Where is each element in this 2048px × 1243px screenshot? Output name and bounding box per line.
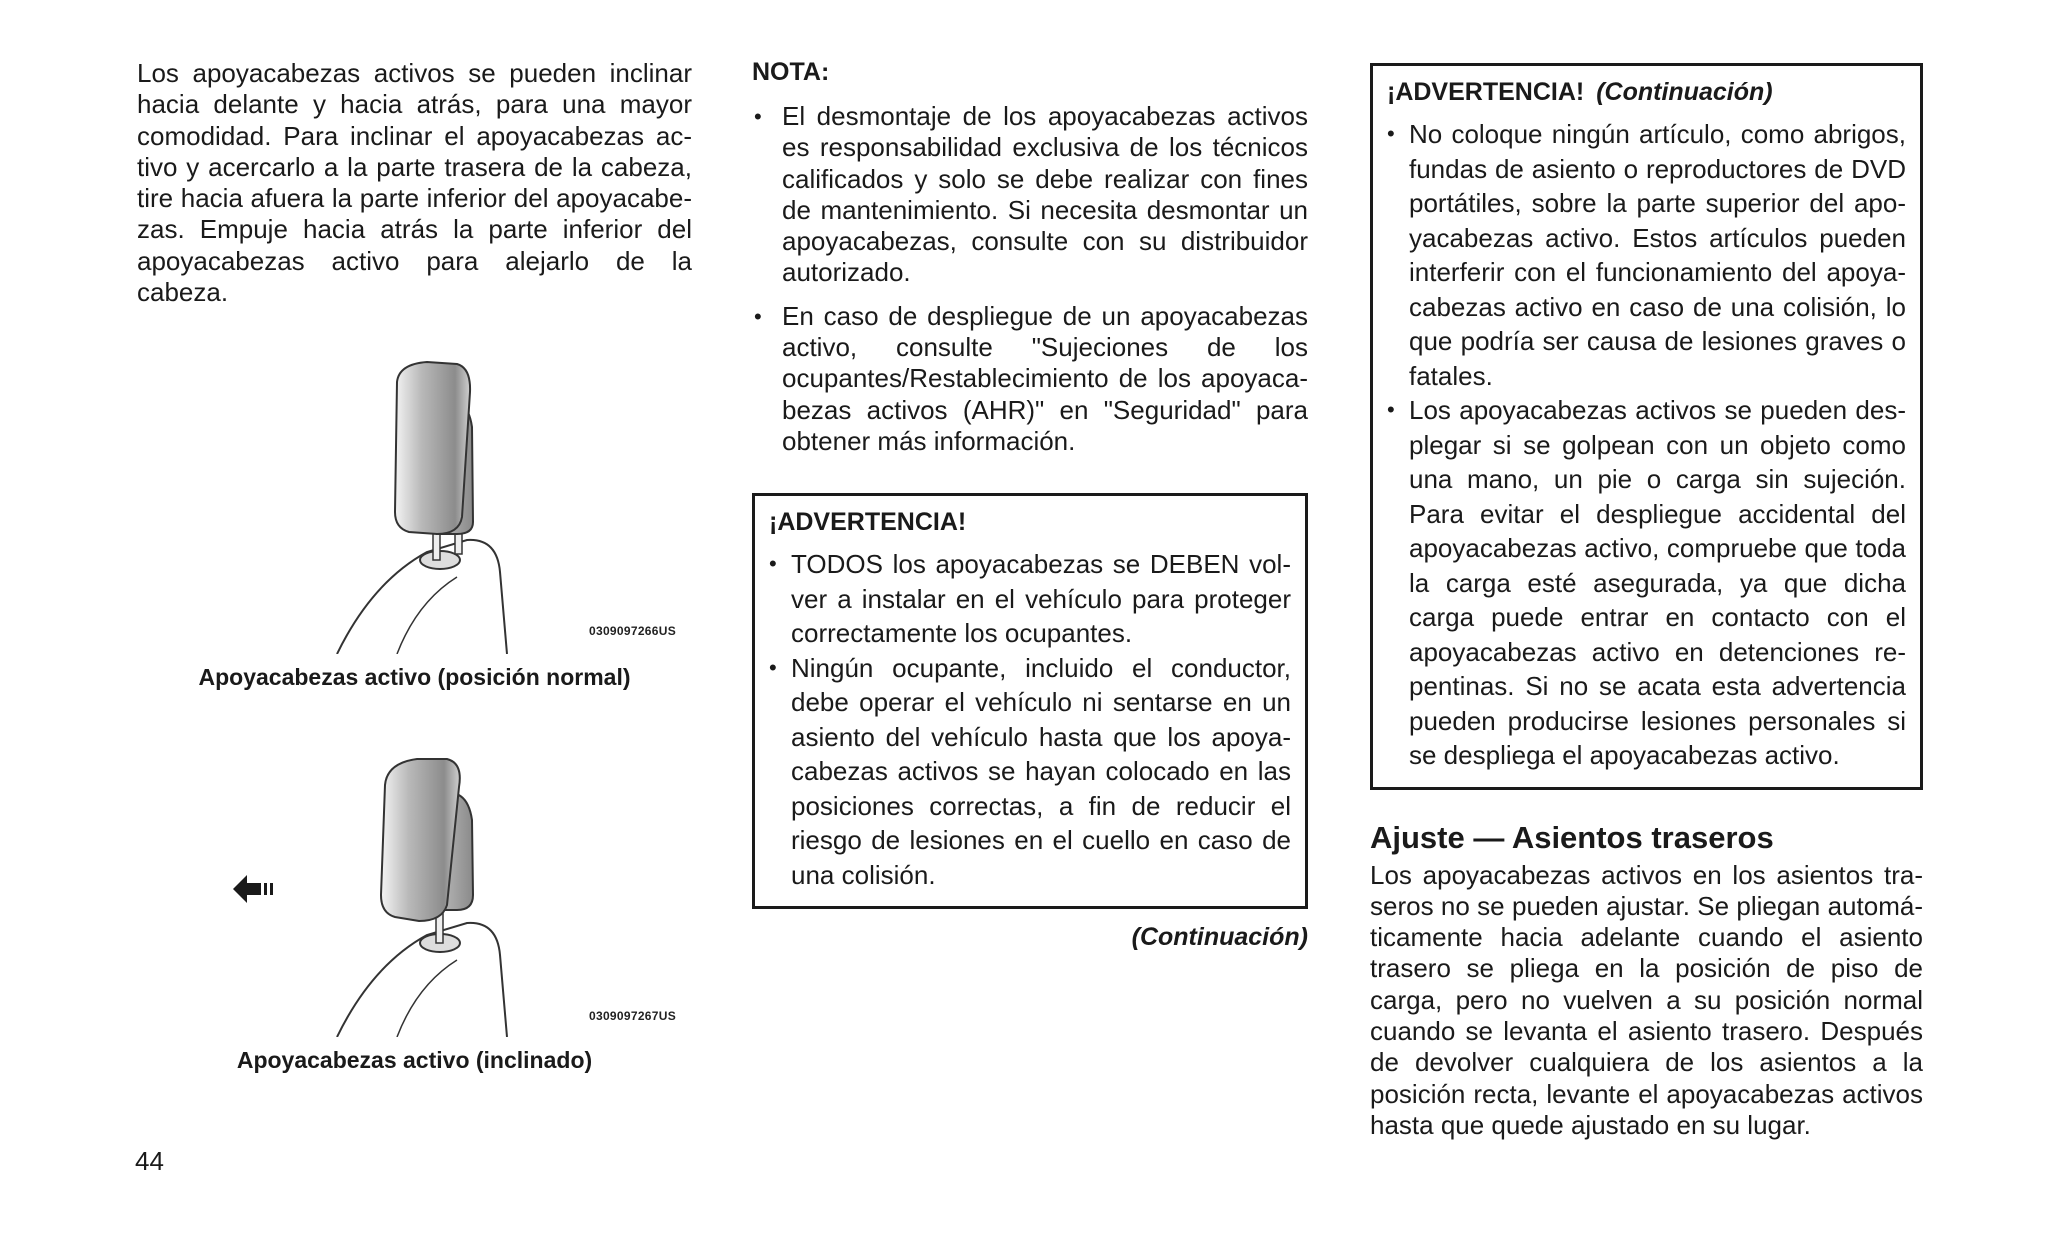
warning-box-continued: [1370, 63, 1923, 790]
section-title: Ajuste — Asientos traseros: [1370, 819, 1774, 855]
tilt-forward-arrow-icon: [233, 875, 273, 903]
warning-list: [769, 547, 1291, 892]
right-column: [1370, 63, 1923, 1141]
figure1-code: 0309097266US: [589, 624, 677, 639]
note-item: • En caso de despliegue de un apoyacabezas activo, consulte "Sujeciones de los ocupantes/Restablecimiento de los apoyacabezas activos (AHR)" en "Seguridad" para obtener más información.: [754, 300, 1308, 456]
warning-list-continued: [1387, 117, 1906, 773]
figure2-code: 0309097267US: [589, 1009, 677, 1024]
warning-title: ¡ADVERTENCIA!: [769, 508, 967, 537]
headrest-normal-illustration: [137, 352, 692, 654]
warning-item: • TODOS los apoyacabezas se DEBEN volver a instalar en el vehículo para proteger correctamente los ocupantes.: [769, 549, 1291, 649]
figure1-caption: Apoyacabezas activo (posición normal): [198, 664, 631, 691]
note-item: • El desmontaje de los apoyacabezas activos es responsabilidad exclusiva de los técnicos calificados y solo se debe realizar con fines de mantenimiento. Si necesita desmontar un apoyacabezas, consulte con su distribuidor autorizado.: [754, 101, 1308, 288]
note-list: [752, 101, 1308, 457]
page-number: 44: [135, 1146, 164, 1176]
left-column: [137, 58, 692, 1074]
note-label: NOTA:: [752, 58, 830, 86]
warning-continued-label: (Continuación): [1596, 78, 1773, 106]
headrest-tilted-illustration: [137, 745, 692, 1037]
middle-column: [752, 58, 1308, 952]
figure2-caption: Apoyacabezas activo (inclinado): [236, 1047, 593, 1074]
figure-headrest-normal: [137, 352, 692, 654]
warning-item: • No coloque ningún artículo, como abrigos, fundas de asiento o reproductores de DVD portátiles, sobre la parte superior del apoyacabezas activo. Estos artículos pueden interferir con el funcionamiento del apoyacabezas activo en caso de una colisión, lo que podría ser causa de lesiones graves o fatales.: [1387, 119, 1906, 391]
warning-title-continued: ¡ADVERTENCIA! (Continuación): [1387, 78, 1773, 106]
figure-headrest-tilted: [137, 745, 692, 1037]
continuation-label: (Continuación): [1131, 923, 1308, 952]
intro-paragraph: Los apoyacabezas activos se pueden inclinar hacia delante y hacia atrás, para una mayor comodidad. Para inclinar el apoyacabezas activo y acercarlo a la parte trasera de la cabeza, tire hacia afuera la parte inferior del apoyacabezas. Empuje hacia atrás la parte inferior del apoyacabezas activo para alejarlo de la cabeza.: [137, 58, 692, 308]
warning-box: [752, 493, 1308, 909]
warning-item: • Los apoyacabezas activos se pueden desplegar si se golpean con un objeto como una mano, un pie o carga sin sujeción. Para evitar el despliegue accidental del apoyacabezas activo, compruebe que toda la carga esté asegurada, ya que dicha carga puede entrar en contacto con el apoyacabezas activo en detenciones repentinas. Si no se acata esta advertencia pueden producirse lesiones personales si se despliega el apoyacabezas activo.: [1387, 395, 1906, 770]
section-paragraph: Los apoyacabezas activos en los asientos traseros no se pueden ajustar. Se pliegan automáticamente hacia adelante cuando el asiento trasero se pliega en la posición de piso de carga, pero no vuelven a su posición normal cuando se levanta el asiento trasero. Después de devolver cualquiera de los asientos a la posición recta, levante el apoyacabezas activos hasta que quede ajustado en su lugar.: [1370, 859, 1923, 1140]
warning-item: • Ningún ocupante, incluido el conductor, debe operar el vehículo ni sentarse en un asiento del vehículo hasta que los apoyacabezas activos se hayan colocado en las posiciones correctas, a fin de reducir el riesgo de lesiones en el cuello en caso de una colisión.: [769, 652, 1291, 890]
